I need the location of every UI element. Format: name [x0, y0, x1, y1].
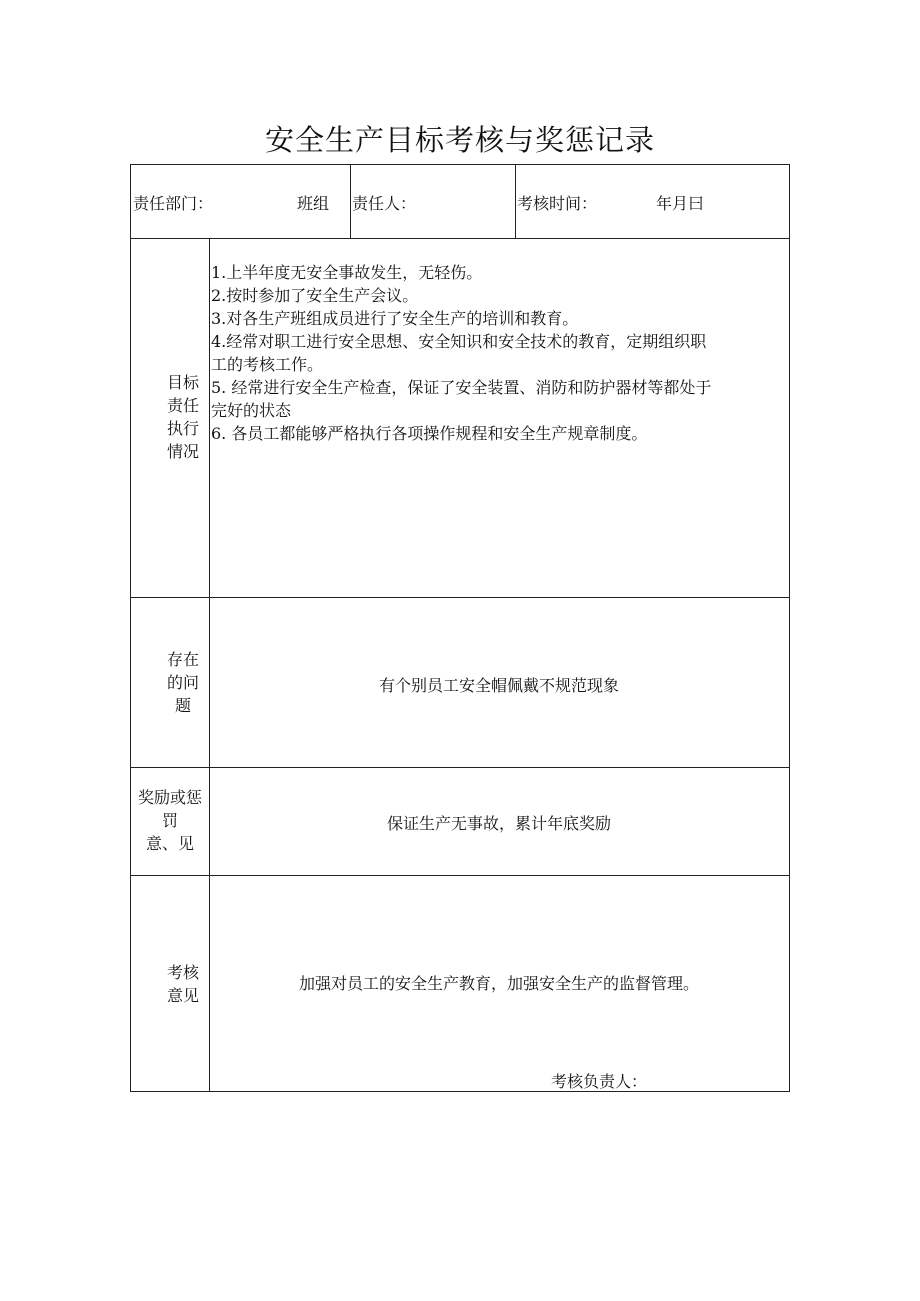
dept-label: 责任部门：: [133, 194, 214, 213]
label-line: 目标: [166, 373, 199, 392]
list-item: 完好的状态: [211, 401, 292, 420]
list-item: 5. 经常进行安全生产检查，保证了安全装置、消防和防护器材等都处于: [211, 378, 712, 397]
label-line: 罚: [161, 811, 178, 830]
label-line: 考核: [166, 963, 199, 982]
column-divider: [515, 165, 516, 238]
list-item: 4.经常对职工进行安全思想、安全知识和安全技术的教育，定期组织职: [211, 332, 707, 351]
list-item: 2.按时参加了安全生产会议。: [211, 286, 419, 305]
time-value: 年月曰: [656, 194, 705, 213]
reward-label: [131, 786, 209, 855]
execution-list: [211, 261, 787, 445]
dept-value: 班组: [297, 194, 330, 213]
signer-label: 考核负责人：: [551, 1072, 648, 1091]
label-line: 存在: [166, 650, 199, 669]
page-title: 安全生产目标考核与奖惩记录: [264, 123, 655, 157]
execution-label: [161, 371, 205, 463]
row-divider: [131, 767, 789, 768]
label-line: 意见: [166, 986, 199, 1005]
problems-label: [161, 648, 205, 717]
assessment-text: 加强对员工的安全生产教育，加强安全生产的监督管理。: [298, 974, 699, 993]
row-divider: [131, 238, 789, 239]
list-item: 1.上半年度无安全事故发生，无轻伤。: [211, 263, 483, 282]
label-line: 责任: [166, 396, 199, 415]
label-line: 奖励或惩: [137, 788, 202, 807]
label-line: 的问: [166, 673, 199, 692]
list-item: 工的考核工作。: [211, 355, 324, 374]
label-line: 意、见: [145, 834, 194, 853]
row-divider: [131, 875, 789, 876]
reward-text: 保证生产无事故，累计年底奖励: [386, 814, 611, 833]
person-label: 责任人：: [352, 194, 417, 213]
label-line: 执行: [166, 419, 199, 438]
list-item: 3.对各生产班组成员进行了安全生产的培训和教育。: [211, 309, 579, 328]
record-table: [130, 164, 790, 1092]
row-divider: [131, 597, 789, 598]
list-item: 6. 各员工都能够严格执行各项操作规程和安全生产规章制度。: [211, 424, 648, 443]
column-divider: [350, 165, 351, 238]
label-line: 情况: [166, 442, 199, 461]
label-line: 题: [174, 696, 191, 715]
time-label: 考核时间：: [517, 194, 598, 213]
problems-text: 有个别员工安全帽佩戴不规范现象: [378, 676, 619, 695]
assessment-label: [161, 961, 205, 1007]
label-column-divider: [209, 238, 210, 1092]
